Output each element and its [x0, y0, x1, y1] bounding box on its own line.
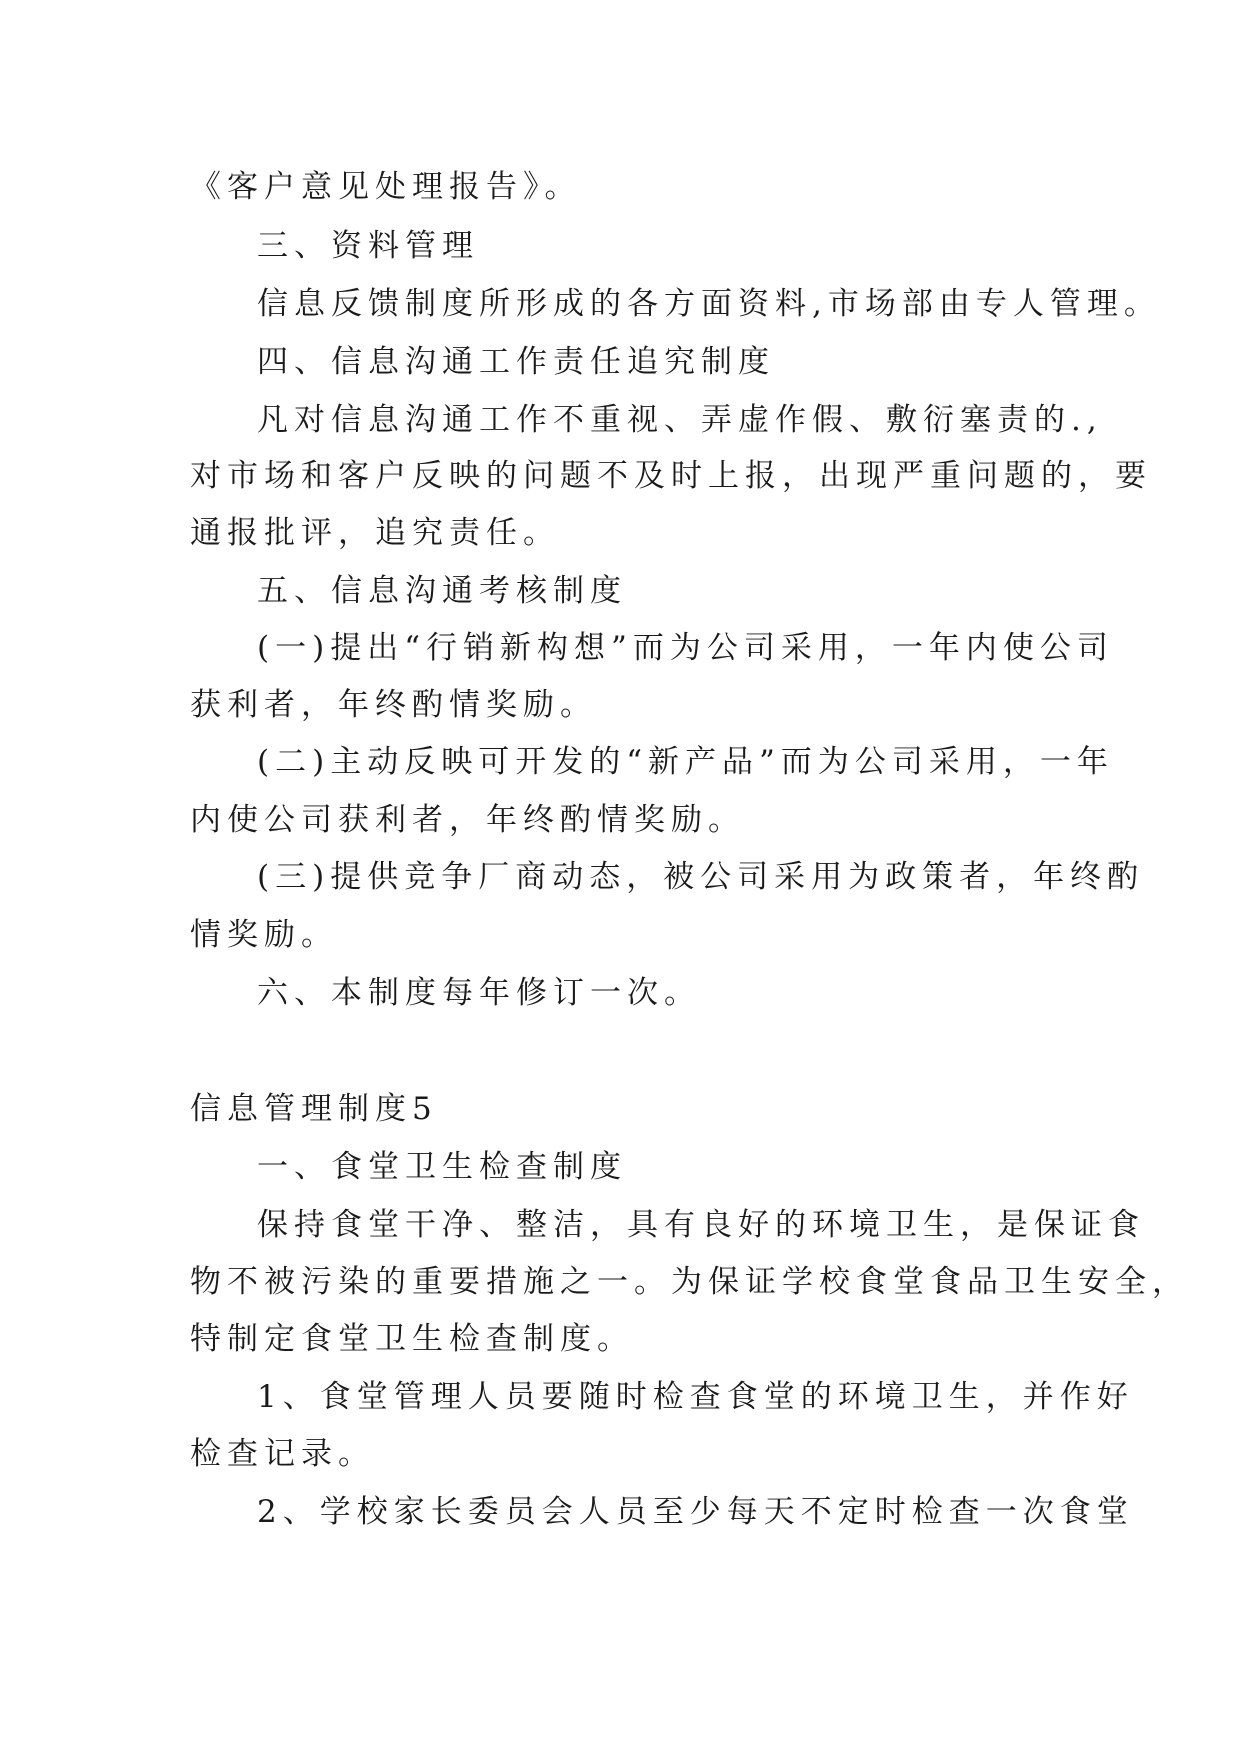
section-heading: 三、资料管理: [257, 228, 479, 264]
section-heading: 五、信息沟通考核制度: [257, 573, 627, 609]
text-line: 物不被污染的重要措施之一。为保证学校食堂食品卫生安全，: [190, 1264, 1189, 1300]
text-line: (二)主动反映可开发的“新产品”而为公司采用，一年: [257, 744, 1114, 780]
text-line: 检查记录。: [190, 1436, 375, 1472]
text-line: 对市场和客户反映的问题不及时上报，出现严重问题的，要: [190, 458, 1152, 494]
text-line: 特制定食堂卫生检查制度。: [190, 1321, 634, 1357]
text-line: 获利者，年终酌情奖励。: [190, 687, 597, 723]
section-heading: 六、本制度每年修订一次。: [257, 975, 701, 1011]
text-line: 情奖励。: [190, 917, 338, 953]
text-line: (三)提供竞争厂商动态，被公司采用为政策者，年终酌: [257, 859, 1145, 895]
text-line: 通报批评，追究责任。: [190, 515, 560, 551]
text-line: 保持食堂干净、整洁，具有良好的环境卫生，是保证食: [257, 1207, 1145, 1243]
text-line: 2、学校家长委员会人员至少每天不定时检查一次食堂: [257, 1494, 1134, 1530]
text-line: 凡对信息沟通工作不重视、弄虚作假、敷衍塞责的.,: [257, 402, 1103, 438]
text-line: 内使公司获利者，年终酌情奖励。: [190, 802, 745, 838]
text-line: (一)提出“行销新构想”而为公司采用，一年内使公司: [257, 630, 1114, 666]
section-heading: 一、食堂卫生检查制度: [257, 1149, 627, 1185]
document-title: 信息管理制度5: [190, 1091, 438, 1127]
text-line: 《客户意见处理报告》。: [190, 169, 582, 205]
section-heading: 四、信息沟通工作责任追究制度: [257, 344, 775, 380]
text-line: 1、食堂管理人员要随时检查食堂的环境卫生，并作好: [257, 1379, 1134, 1415]
text-line: 信息反馈制度所形成的各方面资料,市场部由专人管理。: [257, 286, 1161, 322]
